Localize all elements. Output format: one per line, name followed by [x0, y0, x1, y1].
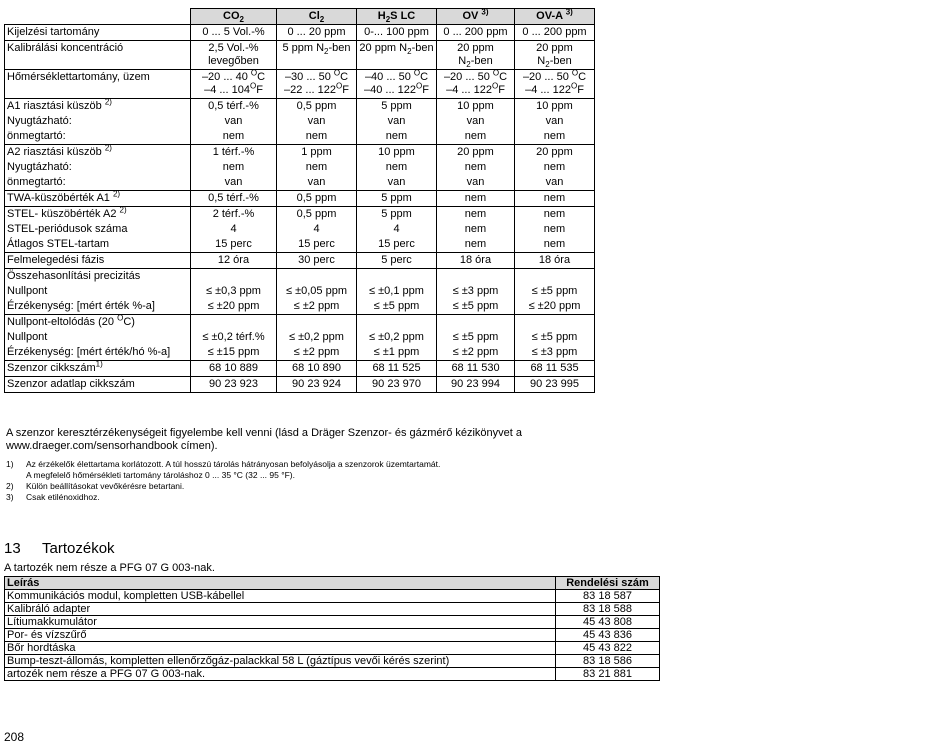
section-number: 13 [4, 540, 21, 557]
table-row [5, 361, 595, 377]
accessories-table [4, 576, 660, 681]
cell: ≤ ±2 ppm [277, 299, 357, 315]
cell [515, 315, 595, 331]
cell: ≤ ±0,2 térf.% [191, 330, 277, 345]
cell: ≤ ±0,2 ppm [357, 330, 437, 345]
cell: ≤ ±5 ppm [515, 284, 595, 299]
cell: –20 ... 50 $^O$C –4 ... $122^OF$ [437, 70, 515, 99]
cell: ≤ ±3 ppm [437, 284, 515, 299]
cell: 5 ppm [357, 99, 437, 115]
row-label: Szenzor adatlap cikkszám [5, 377, 191, 393]
table-row [5, 269, 595, 285]
cell: 0 ... 5 Vol.-% [191, 25, 277, 41]
cell: ≤ ±20 ppm [515, 299, 595, 315]
cross-sensitivity-note: A szenzor keresztérzékenységeit figyelembe kell venni (lásd a Dräger Szenzor- és gázmérő kézikönyvet a www.draeger.com/sensorhandbook címen). [6, 427, 523, 452]
row-label: önmegtartó: [5, 129, 191, 145]
cell: 10 ppm [357, 145, 437, 161]
cell: ≤ ±0,1 ppm [357, 284, 437, 299]
item-description: artozék nem része a PFG 07 G 003-nak. [5, 668, 556, 681]
cell: 68 11 535 [515, 361, 595, 377]
cell: nem [515, 129, 595, 145]
cell: 68 10 889 [191, 361, 277, 377]
cell: –40 ... 50 $^O$C –40 ... $122^OF$ [357, 70, 437, 99]
footnote [6, 470, 596, 481]
cell: nem [437, 222, 515, 237]
row-label: TWA-küszöbérték A1 $^{2)}$ [5, 191, 191, 207]
table-row [5, 253, 595, 269]
cell: van [357, 175, 437, 191]
cell: ≤ ±5 ppm [515, 330, 595, 345]
cell [357, 269, 437, 285]
cell: –20 ... 50 $^O$C –4 ... $122^OF$ [515, 70, 595, 99]
cell: 0,5 ppm [277, 191, 357, 207]
cell: nem [515, 222, 595, 237]
cell: nem [277, 160, 357, 175]
row-label: Hőmérséklettartomány, üzem [5, 70, 191, 99]
cell: nem [437, 207, 515, 223]
cell [277, 315, 357, 331]
table-row [5, 330, 595, 345]
cell: 0 ... 200 ppm [515, 25, 595, 41]
cell [437, 315, 515, 331]
cell: nem [191, 129, 277, 145]
cell: nem [437, 160, 515, 175]
table-row [5, 175, 595, 191]
cell: ≤ ±0,2 ppm [277, 330, 357, 345]
cell: van [515, 175, 595, 191]
row-label: STEL-periódusok száma [5, 222, 191, 237]
header-order-number: Rendelési szám [556, 577, 660, 590]
cell: 15 perc [191, 237, 277, 253]
table-row [5, 145, 595, 161]
cell: 4 [277, 222, 357, 237]
cell: 0,5 ppm [277, 207, 357, 223]
item-order-number: 45 43 808 [556, 616, 660, 629]
cell: 90 23 995 [515, 377, 595, 393]
cell: 20 ppm [437, 145, 515, 161]
cell: 5 ppm [357, 191, 437, 207]
cell: nem [357, 129, 437, 145]
page-number: 208 [4, 730, 25, 744]
cell: ≤ ±5 ppm [357, 299, 437, 315]
cell [191, 269, 277, 285]
row-label: Szenzor cikkszám$^{1)}$ [5, 361, 191, 377]
item-description: Kalibráló adapter [5, 603, 556, 616]
section-heading [4, 540, 115, 557]
cell: nem [277, 129, 357, 145]
cell: –20 ... 40 $^O$C –4 ... $104^OF$ [191, 70, 277, 99]
cell: 15 perc [357, 237, 437, 253]
row-label: A1 riasztási küszöb $^{2)}$ [5, 99, 191, 115]
cell: 0-... 100 ppm [357, 25, 437, 41]
table-row [5, 642, 660, 655]
footnote-text: Külön beállításokat vevőkérésre betartani. [26, 481, 185, 491]
cell: nem [515, 207, 595, 223]
cell: 90 23 970 [357, 377, 437, 393]
cell: nem [357, 160, 437, 175]
table-row [5, 299, 595, 315]
table-row [5, 41, 595, 70]
header-description: Leírás [5, 577, 556, 590]
cell: 5 ppm $N_2$-ben [277, 41, 357, 70]
row-label: Nullpont-eltolódás (20 $^O$C) [5, 315, 191, 331]
table-row [5, 70, 595, 99]
footnote [6, 492, 596, 503]
cell: nem [437, 237, 515, 253]
cell: 20 ppm $N_2$-ben [357, 41, 437, 70]
item-order-number: 83 18 587 [556, 590, 660, 603]
cell: ≤ ±5 ppm [437, 330, 515, 345]
row-label: Érzékenység: [mért érték/hó %-a] [5, 345, 191, 361]
footnote-text: A megfelelő hőmérsékleti tartomány tároláshoz 0 ... 35 °C (32 ... 95 °F). [26, 470, 296, 480]
cell: ≤ ±2 ppm [277, 345, 357, 361]
cell: nem [437, 129, 515, 145]
cell: 20 ppm $N_2$-ben [515, 41, 595, 70]
cell: 4 [357, 222, 437, 237]
sensor-spec-table [4, 8, 595, 393]
table-row [5, 315, 595, 331]
row-label: Nyugtázható: [5, 114, 191, 129]
cell: 20 ppm [515, 145, 595, 161]
cell: ≤ ±5 ppm [437, 299, 515, 315]
cell [357, 315, 437, 331]
cell: ≤ ±0,3 ppm [191, 284, 277, 299]
item-description: Bőr hordtáska [5, 642, 556, 655]
table-row [5, 237, 595, 253]
footnote-number: 3) [6, 492, 14, 502]
cell: 12 óra [191, 253, 277, 269]
spec-header-row [5, 9, 595, 25]
row-label: A2 riasztási küszöb $^{2)}$ [5, 145, 191, 161]
table-row [5, 284, 595, 299]
cell: 68 11 530 [437, 361, 515, 377]
cell: 0,5 ppm [277, 99, 357, 115]
cell: ≤ ±15 ppm [191, 345, 277, 361]
cell: ≤ ±0,05 ppm [277, 284, 357, 299]
cell: van [277, 175, 357, 191]
cell: –30 ... 50 $^O$C –22 ... $122^OF$ [277, 70, 357, 99]
table-row [5, 207, 595, 223]
cell: 1 térf.-% [191, 145, 277, 161]
item-order-number: 45 43 822 [556, 642, 660, 655]
cell: 68 11 525 [357, 361, 437, 377]
cell [437, 269, 515, 285]
table-row [5, 160, 595, 175]
cell: 68 10 890 [277, 361, 357, 377]
cell: 5 ppm [357, 207, 437, 223]
cell: ≤ ±3 ppm [515, 345, 595, 361]
section-title: Tartozékok [42, 540, 115, 557]
cell: ≤ ±2 ppm [437, 345, 515, 361]
table-row [5, 345, 595, 361]
cell: nem [437, 191, 515, 207]
item-order-number: 83 21 881 [556, 668, 660, 681]
cell: van [515, 114, 595, 129]
cell: 0 ... 20 ppm [277, 25, 357, 41]
item-description: Por- és vízszűrő [5, 629, 556, 642]
table-row [5, 590, 660, 603]
header-co2: $CO_2$ [191, 9, 277, 25]
table-row [5, 668, 660, 681]
cell: 20 ppm $N_2$-ben [437, 41, 515, 70]
row-label: Kijelzési tartomány [5, 25, 191, 41]
footnote-number: 2) [6, 481, 14, 491]
row-label: önmegtartó: [5, 175, 191, 191]
cell [515, 269, 595, 285]
cell: 30 perc [277, 253, 357, 269]
accessories-header-row [5, 577, 660, 590]
footnote [6, 459, 596, 470]
header-ov-a: OV-A $^{3)}$ [515, 9, 595, 25]
table-row [5, 99, 595, 115]
cell: nem [191, 160, 277, 175]
cell: 18 óra [515, 253, 595, 269]
row-label: Átlagos STEL-tartam [5, 237, 191, 253]
table-row [5, 603, 660, 616]
cell: nem [515, 237, 595, 253]
cell: 5 perc [357, 253, 437, 269]
cell: 2 térf.-% [191, 207, 277, 223]
cell: van [357, 114, 437, 129]
row-label: Nullpont [5, 330, 191, 345]
table-row [5, 377, 595, 393]
item-description: Lítiumakkumulátor [5, 616, 556, 629]
table-row [5, 222, 595, 237]
table-row [5, 629, 660, 642]
footnote-text: Csak etilénoxidhoz. [26, 492, 100, 502]
header-cl2: $Cl_2$ [277, 9, 357, 25]
cell: van [437, 114, 515, 129]
cell: van [191, 175, 277, 191]
footnote [6, 481, 596, 492]
cell: 0,5 térf.-% [191, 191, 277, 207]
cell: 10 ppm [437, 99, 515, 115]
row-label: Összehasonlítási precizitás [5, 269, 191, 285]
table-row [5, 129, 595, 145]
cell: nem [515, 160, 595, 175]
footnote-number [6, 470, 26, 481]
cell: 2,5 Vol.-% levegőben [191, 41, 277, 70]
header-h2s: $H_2S$ LC [357, 9, 437, 25]
row-label: Érzékenység: [mért érték %-a] [5, 299, 191, 315]
item-description: Bump-teszt-állomás, kompletten ellenőrzőgáz-palackkal 58 L (gáztípus vevői kérés szerint) [5, 655, 556, 668]
row-label: Kalibrálási koncentráció [5, 41, 191, 70]
cell: 90 23 923 [191, 377, 277, 393]
cell: 90 23 994 [437, 377, 515, 393]
table-row [5, 25, 595, 41]
cell: 90 23 924 [277, 377, 357, 393]
cell: 4 [191, 222, 277, 237]
table-row [5, 191, 595, 207]
row-label: Nullpont [5, 284, 191, 299]
item-description: Kommunikációs modul, kompletten USB-kábellel [5, 590, 556, 603]
table-row [5, 114, 595, 129]
cell [191, 315, 277, 331]
cell: 0 ... 200 ppm [437, 25, 515, 41]
cell: 1 ppm [277, 145, 357, 161]
row-label: Nyugtázható: [5, 160, 191, 175]
cell: 10 ppm [515, 99, 595, 115]
row-label: STEL- küszöbérték A2 $^{2)}$ [5, 207, 191, 223]
footnote-number: 1) [6, 459, 14, 469]
row-label: Felmelegedési fázis [5, 253, 191, 269]
item-order-number: 45 43 836 [556, 629, 660, 642]
cell: ≤ ±20 ppm [191, 299, 277, 315]
accessories-intro: A tartozék nem része a PFG 07 G 003-nak. [4, 562, 215, 574]
cell: 18 óra [437, 253, 515, 269]
table-row [5, 616, 660, 629]
footnote-text: Az érzékelők élettartama korlátozott. A túl hosszú tárolás hátrányosan befolyásolja a szenzorok üzemtartamát. [26, 459, 441, 469]
footnotes [6, 459, 596, 503]
cell: van [191, 114, 277, 129]
header-ov: OV $^{3)}$ [437, 9, 515, 25]
item-order-number: 83 18 588 [556, 603, 660, 616]
cell: van [277, 114, 357, 129]
spec-header-blank [5, 9, 191, 25]
cell: nem [515, 191, 595, 207]
cell: 15 perc [277, 237, 357, 253]
table-row [5, 655, 660, 668]
cell: ≤ ±1 ppm [357, 345, 437, 361]
cell: 0,5 térf.-% [191, 99, 277, 115]
cell: van [437, 175, 515, 191]
item-order-number: 83 18 586 [556, 655, 660, 668]
cell [277, 269, 357, 285]
